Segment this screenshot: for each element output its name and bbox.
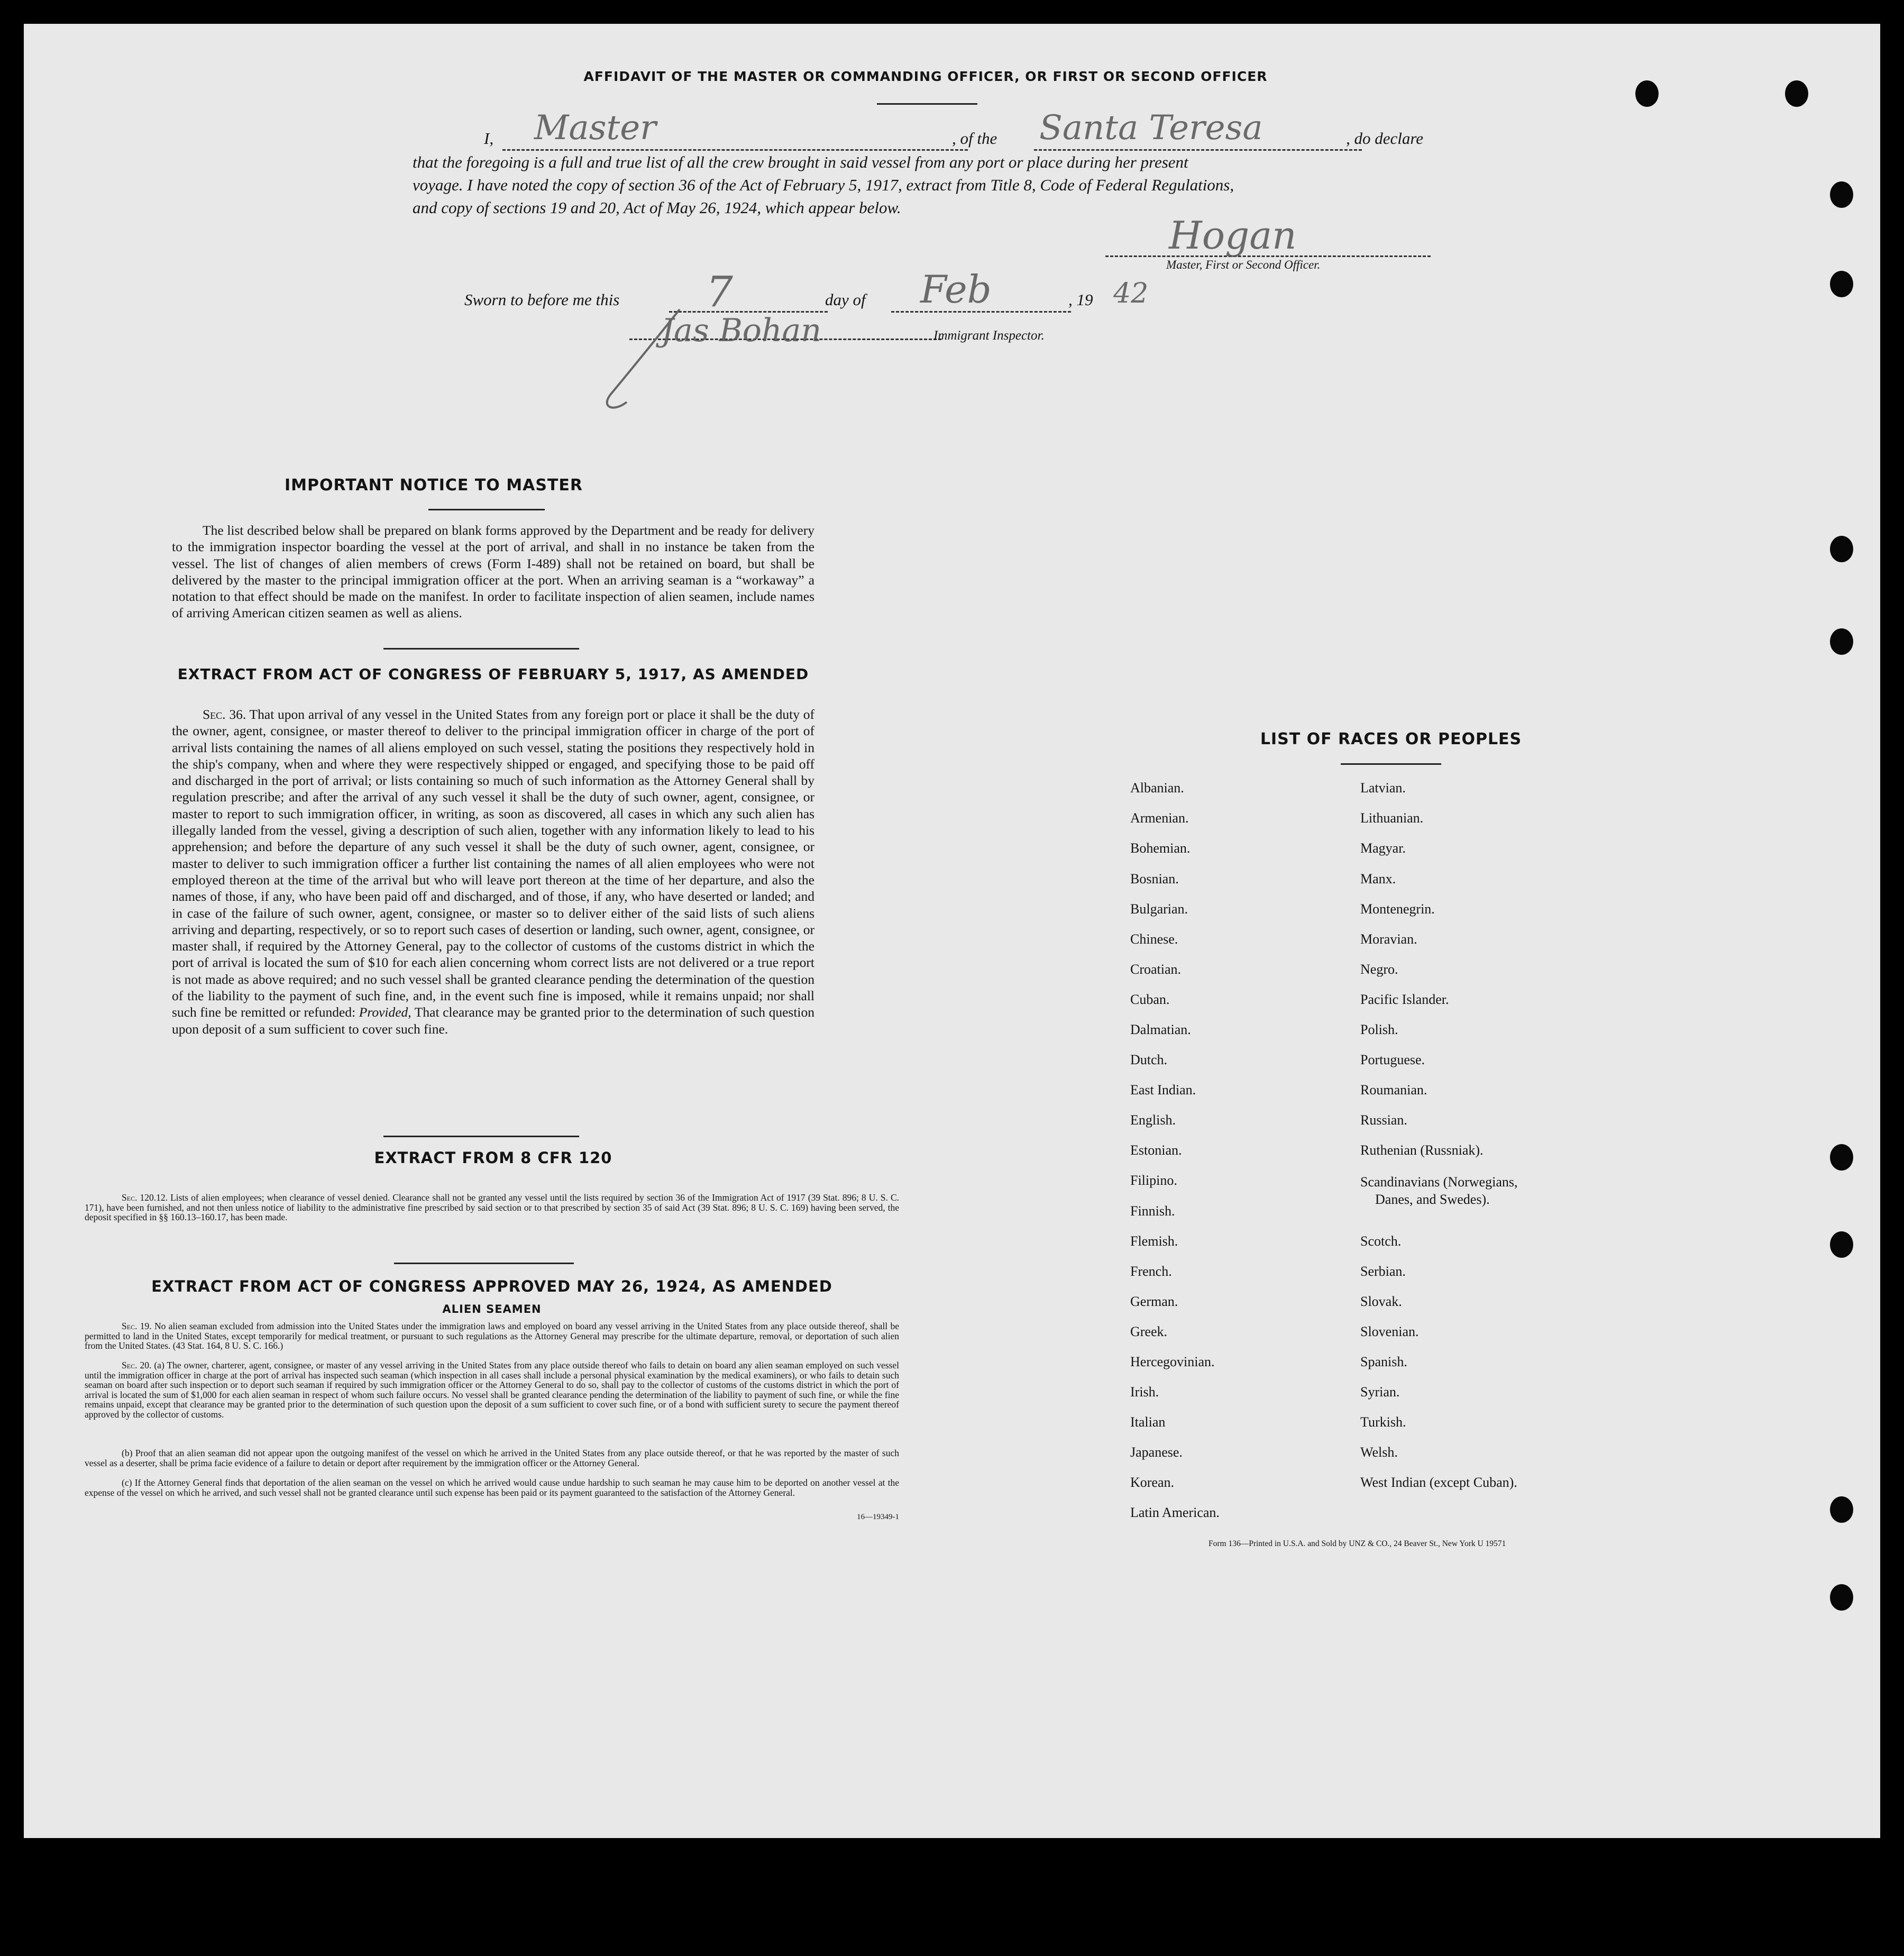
punch-hole (1830, 1496, 1853, 1523)
race-item: Latin American. (1130, 1505, 1220, 1520)
race-item: Russian. (1360, 1112, 1407, 1128)
cfr-section-label: Sec. 120.12. (122, 1192, 168, 1203)
race-item: Filipino. (1130, 1173, 1177, 1188)
race-item: Syrian. (1360, 1384, 1400, 1400)
race-item: Korean. (1130, 1475, 1175, 1490)
race-item: Negro. (1360, 962, 1398, 977)
day-of-text: day of (825, 290, 866, 309)
race-item: Slovak. (1360, 1294, 1402, 1309)
affidavit-of-the: , of the (952, 129, 997, 148)
year-prefix: , 19 (1068, 290, 1093, 309)
race-item: West Indian (except Cuban). (1360, 1475, 1517, 1490)
punch-hole (1830, 628, 1853, 655)
race-item: Cuban. (1130, 992, 1170, 1007)
race-item: Montenegrin. (1360, 901, 1435, 917)
affidavit-line-4: and copy of sections 19 and 20, Act of May 26, 1924, which appear below. (413, 198, 901, 217)
race-item: Latvian. (1360, 780, 1406, 796)
punch-hole (1830, 1584, 1853, 1611)
master-caption: Master, First or Second Officer. (1166, 258, 1321, 271)
extract-1917-end-rule (383, 1136, 579, 1137)
punch-hole (1830, 1144, 1853, 1171)
affidavit-i: I, (484, 129, 494, 148)
punch-hole (1635, 80, 1659, 107)
race-item: Italian (1130, 1414, 1166, 1430)
section-19-label: Sec. 19. (122, 1321, 152, 1331)
section-36-text (172, 706, 814, 1037)
title-rule (877, 103, 977, 105)
race-item: Japanese. (1130, 1445, 1183, 1460)
race-item: Bosnian. (1130, 871, 1179, 886)
printer-footer: Form 136—Printed in U.S.A. and Sold by UNZ & CO., 24 Beaver St., New York U 19571 (1209, 1539, 1506, 1548)
race-item: Flemish. (1130, 1233, 1178, 1249)
race-item: Welsh. (1360, 1445, 1398, 1460)
race-item: Irish. (1130, 1384, 1159, 1400)
notice-end-rule (383, 648, 579, 650)
race-item: Danes, and Swedes). (1375, 1192, 1490, 1207)
section-19-text (85, 1321, 899, 1351)
race-item: Spanish. (1360, 1354, 1407, 1369)
handwritten-signature: Hogan (1169, 213, 1297, 258)
form-code: 16—19349-1 (857, 1513, 899, 1521)
section-20a-text (85, 1360, 899, 1419)
race-item: English. (1130, 1112, 1176, 1128)
race-item: Polish. (1360, 1022, 1398, 1037)
race-item: Dutch. (1130, 1052, 1168, 1067)
race-item: Scotch. (1360, 1233, 1402, 1249)
section-20a-body: (a) The owner, charterer, agent, consignee, or master of any vessel arriving in the United States from any place outside thereof who fails to detain on board any alien seaman employed on such vessel until the immigration officer in charge at the port of arrival has inspected such seaman (which inspection in all cases shall include a personal physical examination by the medical examiners), or who fails to detain such seaman on board after such inspection or to deport such seaman if required by such immigration officer or the Attorney General to do so, shall pay to the collector of customs of the customs district in which the port of arrival is located the sum of $1,000 for each alien seaman in respect of whom such failure occurs. No vessel shall be granted clearance pending the determination of the liability to payment of such fine, or while the fine remains unpaid, except that clearance may be granted prior to the determination of such question upon the deposit of a sum sufficient to cover such fine, or of a bond with sufficient surety to secure the payment thereof approved by the collector of customs. (85, 1360, 899, 1420)
race-item: Pacific Islander. (1360, 992, 1449, 1007)
race-item: Greek. (1130, 1324, 1168, 1339)
race-item: Portuguese. (1360, 1052, 1425, 1067)
race-item: Bohemian. (1130, 840, 1191, 856)
handwritten-year: 42 (1113, 278, 1149, 309)
handwritten-master-name: Master (534, 108, 656, 148)
cfr-end-rule (394, 1263, 574, 1264)
race-item: Serbian. (1360, 1264, 1406, 1279)
race-item: Hercegovinian. (1130, 1354, 1215, 1369)
race-item: Turkish. (1360, 1414, 1406, 1430)
punch-hole (1830, 1231, 1853, 1258)
race-item: Bulgarian. (1130, 901, 1188, 917)
race-item: Roumanian. (1360, 1082, 1427, 1098)
section-36-body-b: That clearance may be granted prior to the determination of such question upon deposit of a sum sufficient to cover such fine. (172, 1004, 814, 1037)
race-item: Scandinavians (Norwegians, (1360, 1174, 1518, 1190)
race-item: Moravian. (1360, 931, 1417, 947)
cfr-text (85, 1193, 899, 1222)
punch-hole (1785, 80, 1808, 107)
races-title: LIST OF RACES OR PEOPLES (1260, 730, 1522, 748)
race-item: Magyar. (1360, 840, 1406, 856)
handwritten-day: 7 (706, 267, 733, 316)
provided-word: Provided, (359, 1004, 411, 1020)
race-item: French. (1130, 1264, 1172, 1279)
race-item: Croatian. (1130, 962, 1182, 977)
signature-flourish (595, 299, 701, 421)
punch-hole (1830, 271, 1853, 297)
sworn-text: Sworn to before me this (464, 290, 620, 309)
cfr-title: EXTRACT FROM 8 CFR 120 (374, 1149, 612, 1167)
section-36-body-a: That upon arrival of any vessel in the United States from any foreign port or place it shall be the duty of the owner, agent, consignee, or master thereof to deliver to the principal immigration officer in charge of the port of arrival lists containing the names of all aliens employed on such vessel, stating the positions they respectively hold in the ship's company, when and where they were respectively shipped or engaged, and specifying those to be paid off and discharged in the port of arrival; or lists containing so much of such information as the Attorney General shall by regulation prescribe; and after the arrival of any such vessel it shall be the duty of such owner, agent, consignee, or master to report to such immigration officer, in writing, as soon as discovered, all cases in which any such alien has illegally landed from the vessel, giving a description of such alien, together with any information likely to lead to his apprehension; and before the departure of any such vessel it shall be the duty of such owner, agent, consignee, or master to deliver to such immigration officer a further list containing the names of all alien employees who were not employed thereon at the time of the arrival but who will leave port thereon at the time of her departure, and also the names of those, if any, who have been paid off and discharged, and of those, if any, who have deserted or landed; and in case of the failure of such owner, agent, consignee, or master so to deliver either of the said lists of such aliens arriving and departing, respectively, or so to report such cases of desertion or landing, such owner, agent, consignee, or master shall, if required by the Attorney General, pay to the collector of customs of the customs district in which the port of arrival is located the sum of $10 for each alien concerning whom correct lists are not delivered or a true report is not made as above required; and no such vessel shall be granted clearance pending the determination of the question of the liability to the payment of such fine, and, in the event such fine is imposed, while it remains unpaid; nor shall such fine be remitted or refunded: (172, 707, 815, 1020)
race-item: German. (1130, 1294, 1178, 1309)
extract-1924-title: EXTRACT FROM ACT OF CONGRESS APPROVED MAY 26, 1924, AS AMENDED (151, 1277, 832, 1295)
race-item: Chinese. (1130, 931, 1178, 947)
section-20-label: Sec. 20. (122, 1360, 152, 1370)
notice-rule (428, 509, 545, 510)
race-item: Estonian. (1130, 1142, 1182, 1158)
inspector-caption: Immigrant Inspector. (933, 328, 1045, 343)
races-title-rule (1341, 763, 1441, 765)
race-item: Dalmatian. (1130, 1022, 1191, 1037)
cfr-section-body: Lists of alien employees; when clearance of vessel denied. Clearance shall not be granted any vessel until the lists required by section 36 of the Immigration Act of 1917 (39 Stat. 896; 8 U. S. C. 171), have been furnished, and not then unless notice of liability to the administrative fine prescribed by said section or to that prescribed by section 35 of said Act (39 Stat. 896; 8 U. S. C. 169) having been served, the deposit specified in §§ 160.13–160.17, has been made. (85, 1192, 900, 1222)
document-page (24, 24, 1880, 1838)
section-20b-text: (b) Proof that an alien seaman did not appear upon the outgoing manifest of the vessel on which he arrived in the United States from any place outside thereof, or that he was reported by the master of such vessel as a deserter, shall be prima facie evidence of a failure to detain or deport after requirement by the immigration officer or the Attorney General. (85, 1448, 899, 1468)
race-item: Finnish. (1130, 1203, 1175, 1219)
affidavit-line-3: voyage. I have noted the copy of section 36 of the Act of February 5, 1917, extract from Title 8, Code of Federal Regulations, (413, 176, 1234, 194)
notice-title: IMPORTANT NOTICE TO MASTER (285, 476, 583, 495)
race-item: Manx. (1360, 871, 1396, 886)
punch-hole (1830, 181, 1853, 208)
handwritten-month: Feb (920, 267, 992, 312)
punch-hole (1830, 536, 1853, 562)
race-item: Ruthenian (Russniak). (1360, 1142, 1484, 1158)
race-item: Lithuanian. (1360, 810, 1424, 826)
notice-text: The list described below shall be prepared on blank forms approved by the Department and be ready for delivery to the immigration inspector boarding the vessel at the port of arrival, and shall in no instance be taken from the vessel. The list of changes of alien members of crews (Form I-489) shall not be retained on board, but shall be delivered by the master to the principal immigration officer at the port. When an arriving seaman is a “workaway” a notation to that effect should be made on the manifest. In order to facilitate inspection of alien seamen, include names of arriving American citizen seamen as well as aliens. (172, 523, 814, 621)
handwritten-inspector: Jas Bohan (661, 312, 821, 349)
race-item: Armenian. (1130, 810, 1189, 826)
affidavit-declare: , do declare (1346, 129, 1424, 148)
alien-seamen-subtitle: ALIEN SEAMEN (442, 1303, 542, 1315)
race-item: Slovenian. (1360, 1324, 1419, 1339)
affidavit-line-2: that the foregoing is a full and true list of all the crew brought in said vessel from any port or place during her present (413, 153, 1188, 171)
section-20c-text: (c) If the Attorney General finds that deportation of the alien seaman on the vessel on which he arrived would cause undue hardship to such seaman he may cause him to be deported on another vessel at the expense of the vessel on which he arrived, and such vessel shall not be granted clearance until such expense has been paid or its payment guaranteed to the satisfaction of the Attorney General. (85, 1477, 899, 1498)
race-item: Albanian. (1130, 780, 1184, 796)
section-36-label: Sec. 36. (203, 707, 246, 722)
section-19-body: No alien seaman excluded from admission into the United States under the immigration laws and employed on board any vessel arriving in the United States from any place outside thereof, shall be permitted to land in the United States, except temporarily for medical treatment, or pursuant to such regulations as the Attorney General may prescribe for the ultimate departure, removal, or deportation of such alien from the United States. (43 Stat. 164, 8 U. S. C. 166.) (85, 1321, 899, 1351)
race-item: East Indian. (1130, 1082, 1196, 1098)
extract-1917-title: EXTRACT FROM ACT OF CONGRESS OF FEBRUARY 5, 1917, AS AMENDED (177, 665, 809, 683)
handwritten-vessel-name: Santa Teresa (1039, 108, 1263, 148)
affidavit-title: AFFIDAVIT OF THE MASTER OR COMMANDING OFFICER, OR FIRST OR SECOND OFFICER (583, 69, 1268, 84)
